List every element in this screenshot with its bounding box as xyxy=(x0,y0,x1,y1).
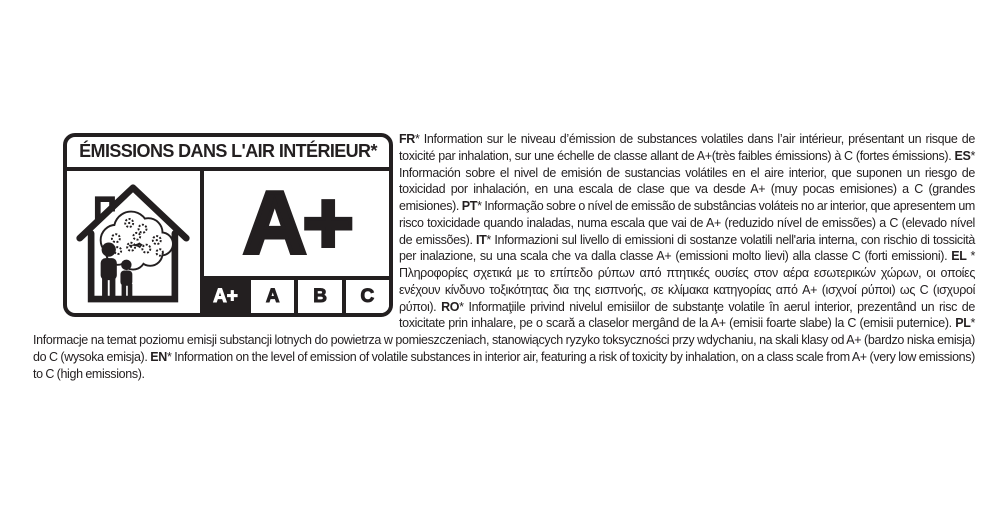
rating-scale xyxy=(204,276,389,313)
scale-cell-c: C xyxy=(342,280,389,313)
lang-code-es: ES xyxy=(954,148,971,163)
scale-cell-b: B xyxy=(294,280,341,313)
scale-cell-a: A xyxy=(247,280,294,313)
house-family-voc-cloud-icon xyxy=(74,179,192,305)
lang-code-it: IT xyxy=(476,232,487,247)
emissions-label xyxy=(63,133,393,317)
rating-value: A+ xyxy=(242,172,350,272)
lang-code-pl: PL xyxy=(955,316,971,331)
content-area xyxy=(33,131,975,382)
label-body xyxy=(67,171,389,313)
label-title: ÉMISSIONS DANS L'AIR INTÉRIEUR* xyxy=(67,137,389,171)
rating-panel xyxy=(204,171,389,313)
house-panel xyxy=(67,171,204,313)
multilingual-paragraph: FR* Information sur le niveau d’émission de substances volatiles dans l’air intérieur, présentant un risque de toxicité par inhalation, sur une échelle de classe allant de A+(très faibles émissions) à C (fortes émissions). ES* Información sobre el nivel de emisión de sustancias volátiles en el aire interior, que suponen un riesgo de toxicidad por inhalación, en una escala de clase que va desde A+ (muy pocas emisiones) a C (grandes emisiones). PT* Informação sobre o nível de emissão de substâncias voláteis no ar interior, que apresentem um risco toxicidade quando inaladas, numa escala que vai de A+ (reduzido nível de emissões) a C (elevado nível de emissões). IT* Informazioni sul livello di emissioni di sostanze volatili nell'aria interna, con rischio di tossicità per inalazione, su una scala che va dalla classe A+ (emissioni molto lievi) alla classe C (forti emissioni). EL * Πληροφορίες σχετικά με το επίπεδο ρύπων από πτητικές ουσίες στον αέρα εσωτερικών χώρων, οι οποίες ενέχουν κίνδυνο τοξικότητας δια της εισπνοής, σε κλίμακα κατηγορίας από A+ (ισχνοί ρύποι) ως C (ισχυροί ρύποι). RO* Informaţiile privind nivelul emisiilor de substanţe volatile în aerul interior, prezentând un risc de toxicitate prin inhalare, pe o scară a claselor mergând de la A+ (emisii foarte slabe) la C (emisii puternice). PL* Informacje na temat poziomu emisji substancji lotnych do powietrza w pomieszczeniach, stanowiących ryzyko toksyczności przy wdychaniu, na skali klasy od A+ (bardzo niska emisja) do C (wysoka emisja). EN* Information on the level of emission of volatile substances in interior air, featuring a risk of toxicity by inhalation, on a class scale from A+ (very low emissions) to C (high emissions). xyxy=(33,132,975,381)
lang-code-en: EN xyxy=(150,349,167,364)
lang-code-fr: FR xyxy=(399,132,415,146)
lang-code-ro: RO xyxy=(441,299,460,314)
scale-cell-a-plus: A+ xyxy=(204,280,247,313)
lang-code-el: EL xyxy=(951,249,967,264)
lang-code-pt: PT xyxy=(461,199,478,213)
